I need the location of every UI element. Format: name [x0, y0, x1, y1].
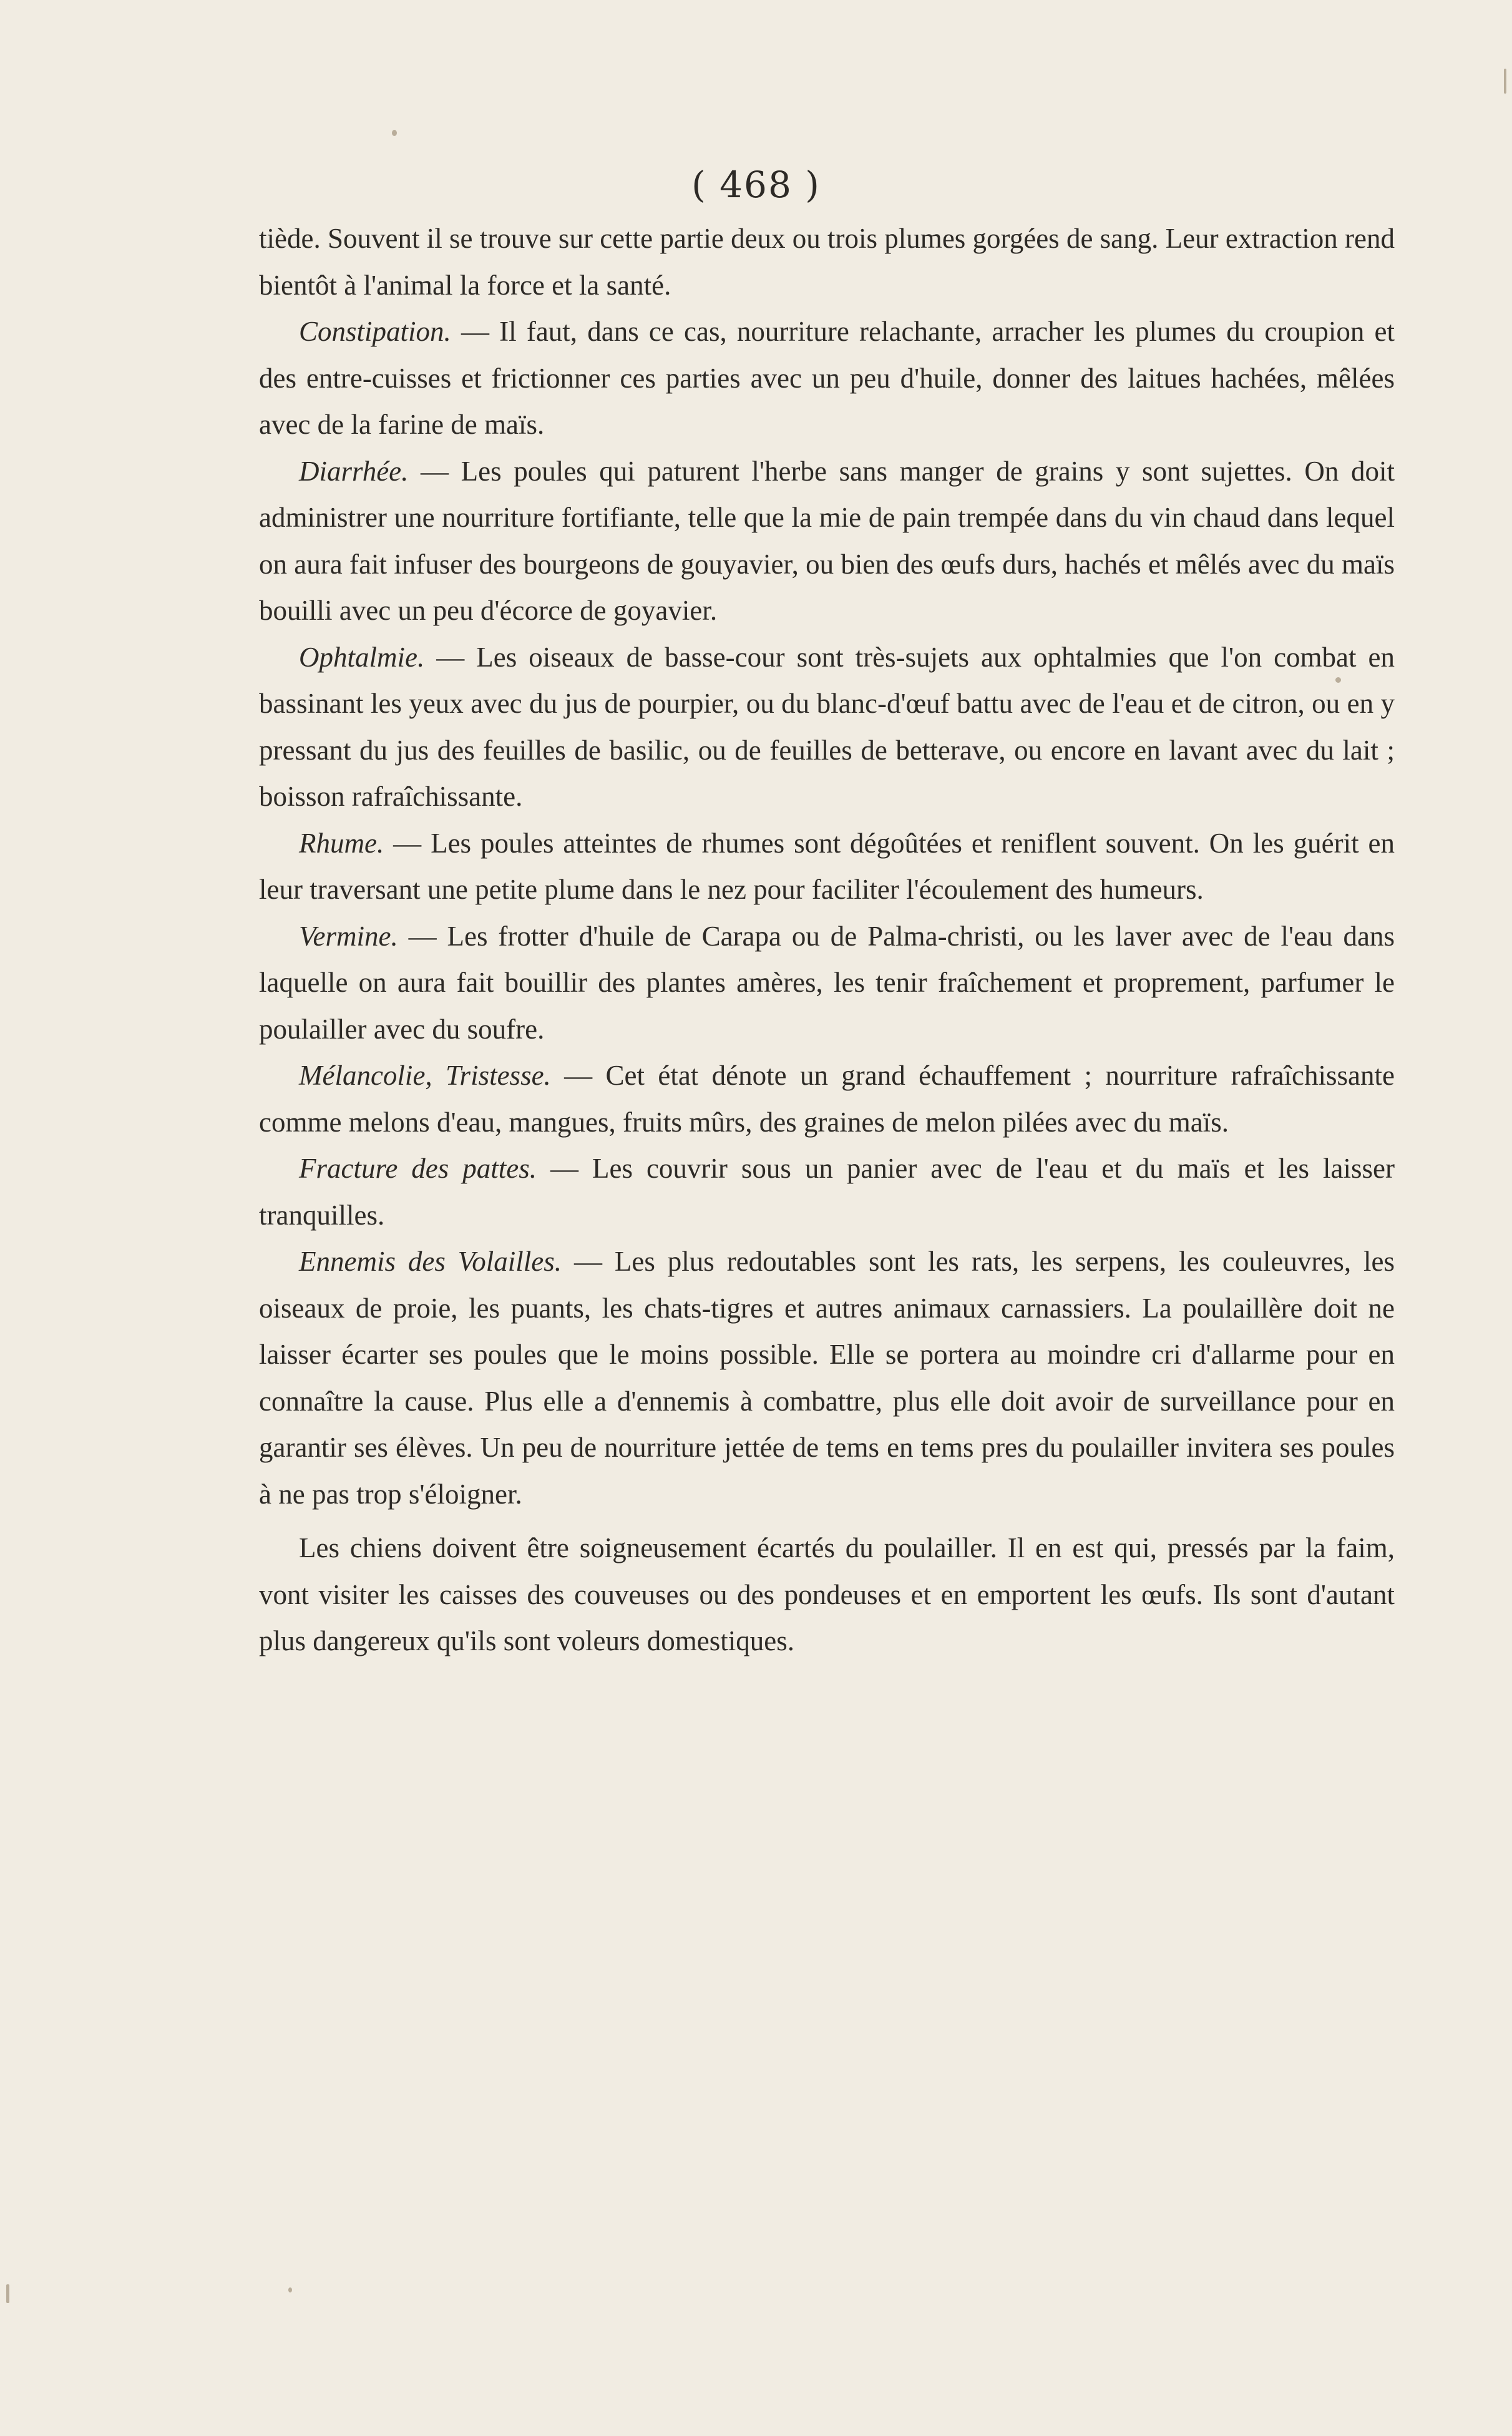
- paragraph-text: tiède. Souvent il se trouve sur cette partie deux ou trois plumes gorgées de sang. Leur extraction rend bientôt à l'animal la force et la santé.: [259, 223, 1395, 301]
- paragraph-melancolie: [259, 1052, 1395, 1145]
- paragraph-text: Les couvrir sous un panier avec de l'eau et du maïs et les laisser tranquilles.: [259, 1153, 1395, 1231]
- paragraph-title: Vermine.: [299, 920, 398, 952]
- paragraph-text: Les poules qui paturent l'herbe sans manger de grains y sont sujettes. On doit administrer une nourriture fortifiante, telle que la mie de pain trempée dans du vin chaud dans lequel on aura fait infuser des bourgeons de gouyavier, ou bien des œufs durs, hachés et mêlés avec du maïs bouilli avec un peu d'écorce de goyavier.: [259, 455, 1395, 626]
- title-separator: —: [398, 920, 447, 952]
- page-number: ( 468 ): [691, 164, 821, 206]
- paragraph-title: Mélancolie, Tristesse.: [299, 1060, 551, 1091]
- paragraph-continuation: [259, 215, 1395, 308]
- paragraph-title: Ophtalmie.: [299, 641, 425, 673]
- paragraph-text: Les plus redoutables sont les rats, les serpens, les couleuvres, les oiseaux de proie, les puants, les chats-tigres et autres animaux carnassiers. La poulaillère doit ne laisser écarter ses poules que le moins possible. Elle se portera au moindre cri d'allarme pour en connaître la cause. Plus elle a d'ennemis à combattre, plus elle doit avoir de surveillance pour en garantir ses élèves. Un peu de nourriture jettée de tems en tems pres du poulailler invitera ses poules à ne pas trop s'éloigner.: [259, 1246, 1395, 1510]
- paragraph-title: Rhume.: [299, 827, 384, 859]
- paragraph-title: Ennemis des Volailles.: [299, 1246, 562, 1277]
- paragraph-fracture: [259, 1145, 1395, 1238]
- paragraph-chiens: [259, 1525, 1395, 1665]
- paragraph-text: Les poules atteintes de rhumes sont dégoûtées et reniflent souvent. On les guérit en leur traversant une petite plume dans le nez pour faciliter l'écoulement des humeurs.: [259, 827, 1395, 905]
- paragraph-constipation: [259, 308, 1395, 448]
- title-separator: —: [537, 1153, 592, 1184]
- paragraph-text: Cet état dénote un grand échauffement ; nourriture rafraîchissante comme melons d'eau, mangues, fruits mûrs, des graines de melon pilées avec du maïs.: [259, 1060, 1395, 1138]
- paragraph-ennemis: [259, 1238, 1395, 1517]
- title-separator: —: [408, 455, 461, 487]
- paragraph-ophtalmie: [259, 634, 1395, 820]
- paragraph-rhume: [259, 820, 1395, 913]
- paragraph-title: Diarrhée.: [299, 455, 409, 487]
- title-separator: —: [384, 827, 431, 859]
- paragraph-text: Les oiseaux de basse-cour sont très-sujets aux ophtalmies que l'on combat en bassinant les yeux avec du jus de pourpier, ou du blanc-d'œuf battu avec de l'eau et de citron, ou en y pressant du jus des feuilles de basilic, ou de feuilles de betterave, ou encore en lavant avec du lait ; boisson rafraîchissante.: [259, 641, 1395, 812]
- paragraph-diarrhee: [259, 448, 1395, 634]
- title-separator: —: [451, 316, 500, 347]
- title-separator: —: [424, 641, 477, 673]
- page-body: [259, 215, 1395, 1665]
- paragraph-text: Les frotter d'huile de Carapa ou de Palma-christi, ou les laver avec de l'eau dans laquelle on aura fait bouillir des plantes amères, les tenir fraîchement et proprement, parfumer le poulailler avec du soufre.: [259, 920, 1395, 1045]
- paragraph-vermine: [259, 913, 1395, 1053]
- paragraph-text: Les chiens doivent être soigneusement écartés du poulailler. Il en est qui, pressés par la faim, vont visiter les caisses des couveuses ou des pondeuses et en emportent les œufs. Ils sont d'autant plus dangereux qu'ils sont voleurs domestiques.: [259, 1532, 1395, 1656]
- title-separator: —: [550, 1060, 606, 1091]
- paragraph-title: Fracture des pattes.: [299, 1153, 537, 1184]
- paragraph-text: Il faut, dans ce cas, nourriture relachante, arracher les plumes du croupion et des entre-cuisses et frictionner ces parties avec un peu d'huile, donner des laitues hachées, mêlées avec de la farine de maïs.: [259, 316, 1395, 440]
- paragraph-title: Constipation.: [299, 316, 451, 347]
- title-separator: —: [562, 1246, 615, 1277]
